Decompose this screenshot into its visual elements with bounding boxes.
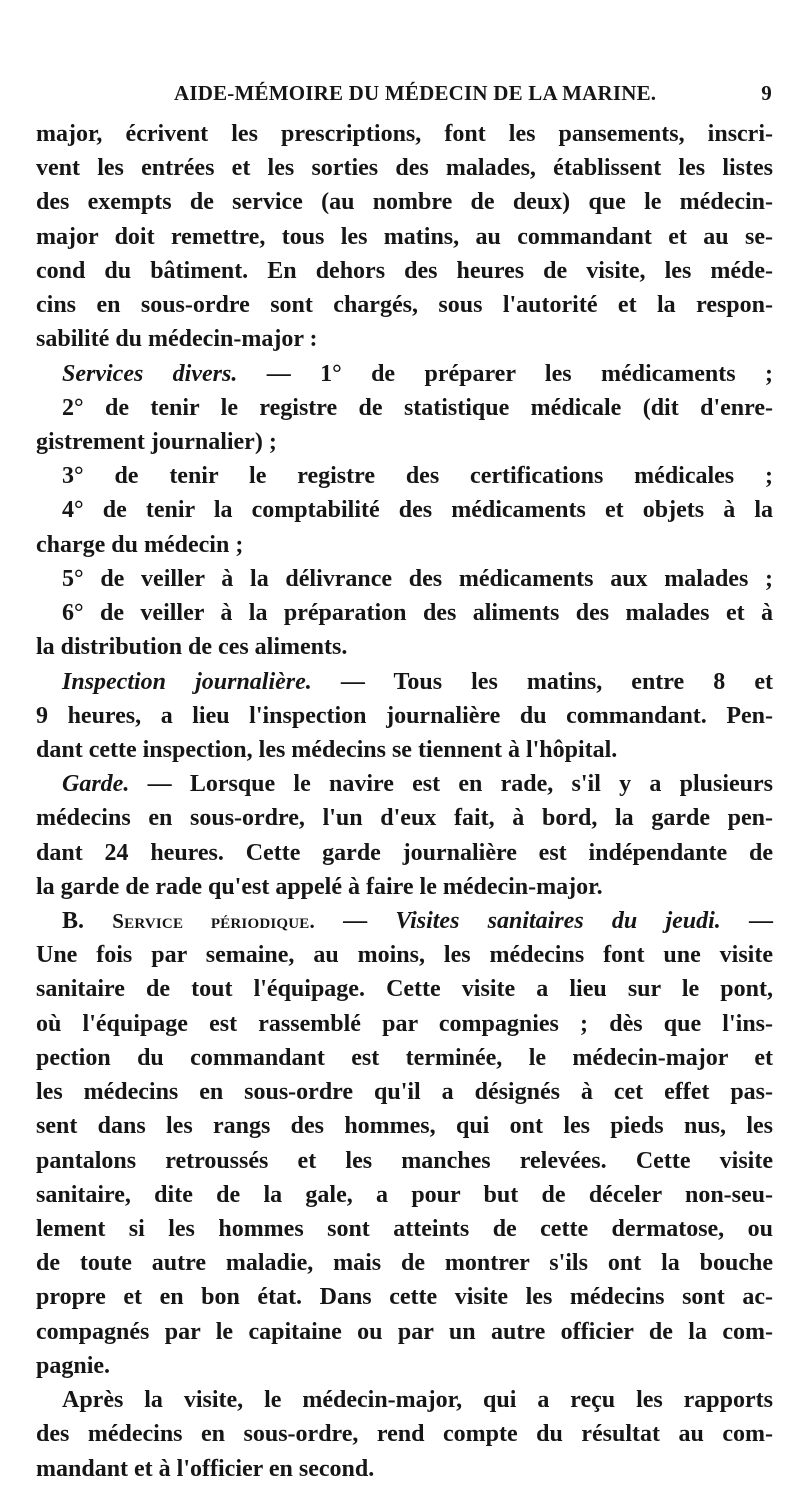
text-line (36, 767, 773, 801)
line-text: cond du bâtiment. En dehors des heures de visite, les méde- (36, 257, 773, 284)
text-line (36, 254, 773, 288)
text-line (36, 699, 773, 733)
section-title: Service périodique. (112, 909, 315, 934)
text-line (36, 391, 773, 425)
text-line (36, 1178, 773, 1212)
text-line (36, 220, 773, 254)
line-text: — Tous les matins, entre 8 et (311, 668, 773, 695)
text-line (36, 733, 773, 767)
line-text: major, écrivent les prescriptions, font les pansements, inscri- (36, 121, 773, 147)
line-text: — (720, 908, 774, 935)
line-text: 6° de veiller à la préparation des aliments des malades et à (62, 600, 773, 627)
line-text: sanitaire, dite de la gale, a pour but de déceler non-seu- (36, 1181, 773, 1208)
section-letter: B. (62, 908, 85, 935)
text-line (36, 562, 773, 596)
line-text: sanitaire de tout l'équipage. Cette visite a lieu sur le pont, (36, 976, 773, 1003)
line-text: la distribution de ces aliments. (36, 634, 348, 661)
text-line (36, 596, 773, 630)
text-line (36, 425, 773, 459)
line-text: des médecins en sous-ordre, rend compte du résultat au com- (36, 1421, 773, 1448)
text-line (36, 801, 773, 835)
text-line (36, 836, 773, 870)
text-line (36, 288, 773, 322)
text-line (36, 1041, 773, 1075)
line-text: où l'équipage est rassemblé par compagnies ; dès que l'ins- (36, 1010, 773, 1037)
line-text: 5° de veiller à la délivrance des médicaments aux malades ; (62, 565, 773, 592)
line-text: dant cette inspection, les médecins se tiennent à l'hôpital. (36, 736, 618, 763)
line-text: propre et en bon état. Dans cette visite les médecins sont ac- (36, 1284, 773, 1311)
line-text: cins en sous-ordre sont chargés, sous l'autorité et la respon- (36, 292, 773, 319)
line-text: 2° de tenir le registre de statistique médicale (dit d'enre- (62, 394, 773, 421)
line-text: des exempts de service (au nombre de deux) que le médecin- (36, 189, 773, 216)
text-line (36, 1246, 773, 1280)
line-text: Une fois par semaine, au moins, les médecins font une visite (36, 942, 773, 969)
line-text: pantalons retroussés et les manches relevées. Cette visite (36, 1147, 773, 1174)
running-title: AIDE-MÉMOIRE DU MÉDECIN DE LA MARINE. (174, 81, 657, 105)
text-line (36, 938, 773, 972)
page-number: 9 (761, 81, 772, 105)
text-line (36, 904, 773, 938)
line-text: lement si les hommes sont atteints de cette dermatose, ou (36, 1216, 773, 1242)
line-text: 9 heures, a lieu l'inspection journalière du commandant. Pen- (36, 702, 773, 729)
text-line (36, 357, 773, 391)
text-line (36, 1452, 773, 1486)
line-text: dant 24 heures. Cette garde journalière est indépendante de (36, 839, 773, 866)
text-line (36, 1212, 773, 1246)
line-text: compagnés par le capitaine ou par un autre officier de la com- (36, 1318, 773, 1345)
text-line (36, 493, 773, 527)
line-text: la garde de rade qu'est appelé à faire le médecin-major. (36, 873, 603, 900)
text-line (36, 185, 773, 219)
italic-heading: Inspection journalière. (62, 668, 312, 695)
line-text: Après la visite, le médecin-major, qui a reçu les rapports (62, 1387, 773, 1414)
line-text: de toute autre maladie, mais de montrer s'ils ont la bouche (36, 1250, 773, 1277)
line-text: charge du médecin ; (36, 531, 244, 558)
italic-heading: Services divers. (62, 360, 238, 387)
line-text: pagnie. (36, 1352, 111, 1379)
text-line (36, 1007, 773, 1041)
running-header (36, 81, 776, 107)
body-text (36, 117, 773, 1486)
text-line (36, 117, 773, 151)
text-line (36, 322, 773, 356)
line-text: les médecins en sous-ordre qu'il a désignés à cet effet pas- (36, 1079, 773, 1106)
text-line (36, 528, 773, 562)
text-line (36, 1349, 773, 1383)
text-line (36, 972, 773, 1006)
text-line (36, 1383, 773, 1417)
line-text: pection du commandant est terminée, le médecin-major et (36, 1044, 773, 1071)
line-text: 3° de tenir le registre des certifications médicales ; (62, 463, 773, 490)
text-line (36, 665, 773, 699)
text-line (36, 1315, 773, 1349)
italic-heading: Garde. (62, 771, 130, 798)
line-text: 4° de tenir la comptabilité des médicaments et objets à la (62, 497, 773, 524)
line-text: gistrement journalier) ; (36, 428, 277, 455)
text-line (36, 151, 773, 185)
text-line (36, 1109, 773, 1143)
text-line (36, 1144, 773, 1178)
line-text: médecins en sous-ordre, l'un d'eux fait, à bord, la garde pen- (36, 805, 773, 832)
dash: — (314, 908, 396, 935)
text-line (36, 1417, 773, 1451)
text-line (36, 459, 773, 493)
line-text: sabilité du médecin-major : (36, 326, 318, 353)
line-text: major doit remettre, tous les matins, au commandant et au se- (36, 223, 773, 250)
line-text: — 1° de préparer les médicaments ; (237, 360, 773, 387)
line-text: mandant et à l'officier en second. (36, 1455, 375, 1482)
text-line (36, 630, 773, 664)
text-line (36, 870, 773, 904)
text-line (36, 1280, 773, 1314)
line-text: sent dans les rangs des hommes, qui ont les pieds nus, les (36, 1113, 773, 1140)
text-line (36, 1075, 773, 1109)
line-text: — Lorsque le navire est en rade, s'il y a plusieurs (129, 771, 773, 798)
italic-heading: Visites sanitaires du jeudi. (395, 908, 721, 935)
line-text: vent les entrées et les sorties des malades, établissent les listes (36, 155, 773, 182)
